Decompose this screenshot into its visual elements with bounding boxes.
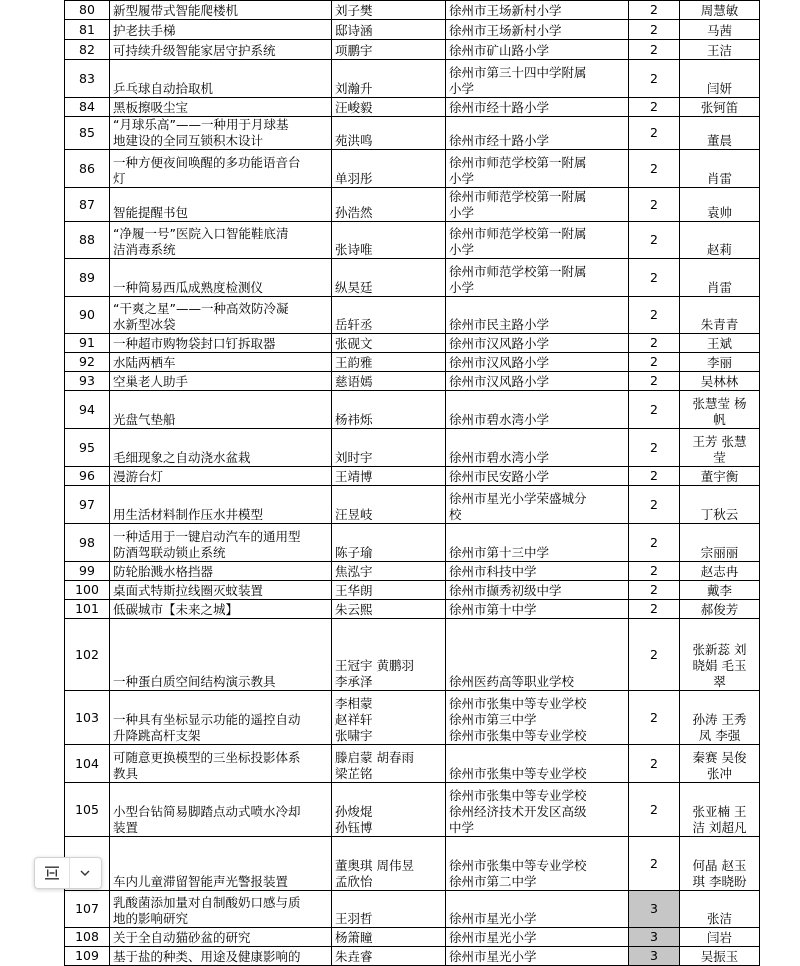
cell-author: 焦泓宇 [332, 562, 446, 581]
cell-author: 岳轩丞 [332, 297, 446, 334]
cell-teacher: 秦赛 吴俊 张冲 [680, 745, 760, 783]
cell-teacher: 张慧莹 杨 帆 [680, 391, 760, 429]
cell-title: 水陆两栖车 [110, 353, 332, 372]
cell-school: 徐州市星光小学 [446, 947, 629, 966]
cell-school: 徐州市师范学校第一附属 小学 [446, 222, 629, 259]
cell-teacher: 丁秋云 [680, 486, 760, 524]
cell-number: 83 [65, 60, 110, 98]
cell-grade: 2 [629, 150, 680, 188]
cell-author: 李相蒙 赵祥轩 张啸宇 [332, 691, 446, 745]
cell-school: 徐州市汉风路小学 [446, 353, 629, 372]
cell-school: 徐州市经十路小学 [446, 117, 629, 150]
chevron-down-icon [79, 867, 91, 879]
cell-author: 单羽彤 [332, 150, 446, 188]
cell-school: 徐州市星光小学 [446, 891, 629, 928]
cell-number: 101 [65, 600, 110, 619]
cell-title: 乳酸菌添加量对自制酸奶口感与质 地的影响研究 [110, 891, 332, 928]
cell-title: 光盘气垫船 [110, 391, 332, 429]
cell-grade: 2 [629, 259, 680, 297]
cell-author: 王羽哲 [332, 891, 446, 928]
cell-title: 可持续升级智能家居守护系统 [110, 40, 332, 60]
cell-school: 徐州市师范学校第一附属 小学 [446, 188, 629, 222]
cell-author: 纵昊廷 [332, 259, 446, 297]
cell-number: 98 [65, 524, 110, 562]
table-row [65, 891, 760, 928]
cell-school: 徐州市汉风路小学 [446, 334, 629, 353]
cell-title: “净履一号”医院入口智能鞋底清 洁消毒系统 [110, 222, 332, 259]
table-row [65, 837, 760, 891]
cell-grade: 2 [629, 188, 680, 222]
cell-title: 新型履带式智能爬楼机 [110, 1, 332, 20]
cell-author: 朱云熙 [332, 600, 446, 619]
cell-title: 一种简易西瓜成熟度检测仪 [110, 259, 332, 297]
cell-school: 徐州市碧水湾小学 [446, 391, 629, 429]
table-row [65, 745, 760, 783]
cell-title: 低碳城市【未来之城】 [110, 600, 332, 619]
table-row [65, 600, 760, 619]
cell-teacher: 李丽 [680, 353, 760, 372]
cell-school: 徐州市第三十四中学附属 小学 [446, 60, 629, 98]
cell-teacher: 赵志冉 [680, 562, 760, 581]
cell-school: 徐州市第十三中学 [446, 524, 629, 562]
cell-author: 汪昱岐 [332, 486, 446, 524]
cell-teacher: 郝俊芳 [680, 600, 760, 619]
cell-grade: 2 [629, 334, 680, 353]
cell-number: 100 [65, 581, 110, 600]
cell-grade: 2 [629, 372, 680, 391]
cell-title: 关于全自动猫砂盆的研究 [110, 928, 332, 947]
cell-author: 汪峻毅 [332, 98, 446, 117]
cell-teacher: 肖雷 [680, 259, 760, 297]
cell-teacher: 肖雷 [680, 150, 760, 188]
cell-author: 王华朗 [332, 581, 446, 600]
cell-author: 孙焌焜 孙钰博 [332, 783, 446, 837]
table-row [65, 691, 760, 745]
cell-author: 朱垚睿 [332, 947, 446, 966]
table-row [65, 524, 760, 562]
cell-teacher: 吴振玉 [680, 947, 760, 966]
cell-school: 徐州市民安路小学 [446, 467, 629, 486]
cell-grade: 2 [629, 429, 680, 467]
cell-author: 张砚文 [332, 334, 446, 353]
table-row [65, 150, 760, 188]
cell-title: 护老扶手梯 [110, 20, 332, 40]
cell-title: 空巢老人助手 [110, 372, 332, 391]
cell-number: 109 [65, 947, 110, 966]
table-row [65, 429, 760, 467]
cell-number: 91 [65, 334, 110, 353]
cell-grade: 2 [629, 524, 680, 562]
cell-grade: 2 [629, 783, 680, 837]
table-row [65, 259, 760, 297]
cell-author: 刘瀚升 [332, 60, 446, 98]
cell-school: 徐州市师范学校第一附属 小学 [446, 150, 629, 188]
cell-number: 103 [65, 691, 110, 745]
table-row [65, 562, 760, 581]
cell-grade: 2 [629, 60, 680, 98]
cell-title: “干爽之星”——一种高效防冷凝 水新型冰袋 [110, 297, 332, 334]
cell-number: 85 [65, 117, 110, 150]
cell-teacher: 闫妍 [680, 60, 760, 98]
table-row [65, 619, 760, 691]
cell-grade: 2 [629, 1, 680, 20]
cell-number: 87 [65, 188, 110, 222]
cell-grade: 2 [629, 117, 680, 150]
cell-school: 徐州市经十路小学 [446, 98, 629, 117]
cell-teacher: 何晶 赵玉 琪 李晓盼 [680, 837, 760, 891]
cell-title: 一种蛋白质空间结构演示教具 [110, 619, 332, 691]
table-row [65, 40, 760, 60]
cell-grade: 2 [629, 691, 680, 745]
cell-grade: 2 [629, 837, 680, 891]
table-row [65, 391, 760, 429]
cell-school: 徐州市第十中学 [446, 600, 629, 619]
table-row [65, 60, 760, 98]
cell-title: 智能提醒书包 [110, 188, 332, 222]
cell-number: 95 [65, 429, 110, 467]
cell-teacher: 张洁 [680, 891, 760, 928]
cell-grade: 3 [629, 891, 680, 928]
cell-title: 小型台钻简易脚踏点动式喷水冷却 装置 [110, 783, 332, 837]
cell-teacher: 王斌 [680, 334, 760, 353]
cell-teacher: 王芳 张慧 莹 [680, 429, 760, 467]
cell-title: 基于盐的种类、用途及健康影响的 [110, 947, 332, 966]
cell-number: 104 [65, 745, 110, 783]
cell-title: 乒乓球自动拾取机 [110, 60, 332, 98]
cell-title: 可随意更换模型的三坐标投影体系 教具 [110, 745, 332, 783]
cell-grade: 2 [629, 98, 680, 117]
cell-author: 项鹏宇 [332, 40, 446, 60]
cell-grade: 3 [629, 947, 680, 966]
table-body [65, 1, 760, 966]
cell-teacher: 董晨 [680, 117, 760, 150]
cell-grade: 2 [629, 600, 680, 619]
cell-grade: 3 [629, 928, 680, 947]
cell-grade: 2 [629, 619, 680, 691]
cell-grade: 2 [629, 745, 680, 783]
cell-teacher: 袁帅 [680, 188, 760, 222]
cell-author: 王韵雅 [332, 353, 446, 372]
cell-title: 防轮胎溅水格挡器 [110, 562, 332, 581]
cell-school: 徐州市星光小学荣盛城分 校 [446, 486, 629, 524]
table-row [65, 928, 760, 947]
cell-school: 徐州市张集中等专业学校 [446, 745, 629, 783]
cell-grade: 2 [629, 467, 680, 486]
table-row [65, 353, 760, 372]
cell-title: 用生活材料制作压水井模型 [110, 486, 332, 524]
cell-number: 97 [65, 486, 110, 524]
cell-grade: 2 [629, 581, 680, 600]
cell-grade: 2 [629, 20, 680, 40]
cell-number: 107 [65, 891, 110, 928]
table-row [65, 1, 760, 20]
cell-author: 刘时宇 [332, 429, 446, 467]
cell-grade: 2 [629, 391, 680, 429]
table-row [65, 222, 760, 259]
cell-author: 杨箫瞳 [332, 928, 446, 947]
dropdown-button[interactable] [70, 858, 100, 888]
cell-teacher: 闫岩 [680, 928, 760, 947]
cell-title: 一种具有坐标显示功能的遥控自动 升降跳高杆支架 [110, 691, 332, 745]
cell-author: 董奥琪 周伟昱 孟欣怡 [332, 837, 446, 891]
award-table [64, 0, 760, 966]
cell-author: 邸诗涵 [332, 20, 446, 40]
cell-number: 84 [65, 98, 110, 117]
cell-school: 徐州市星光小学 [446, 928, 629, 947]
cell-teacher: 赵莉 [680, 222, 760, 259]
cell-author: 刘子樊 [332, 1, 446, 20]
cell-school: 徐州市科技中学 [446, 562, 629, 581]
table-row [65, 372, 760, 391]
cell-grade: 2 [629, 297, 680, 334]
cell-title: 毛细现象之自动浇水盆栽 [110, 429, 332, 467]
cell-author: 孙浩然 [332, 188, 446, 222]
table-row [65, 581, 760, 600]
cell-title: “月球乐高”——一种用于月球基 地建设的全同互锁积木设计 [110, 117, 332, 150]
cell-number: 88 [65, 222, 110, 259]
cell-grade: 2 [629, 562, 680, 581]
table-row [65, 188, 760, 222]
table-row [65, 334, 760, 353]
cell-title: 一种适用于一键启动汽车的通用型 防酒驾联动锁止系统 [110, 524, 332, 562]
cell-number: 80 [65, 1, 110, 20]
floating-toolbar [34, 857, 102, 889]
cell-teacher: 吴林林 [680, 372, 760, 391]
table-row [65, 947, 760, 966]
cell-author: 杨祎烁 [332, 391, 446, 429]
cell-number: 105 [65, 783, 110, 837]
cell-number: 86 [65, 150, 110, 188]
cell-teacher: 宗丽丽 [680, 524, 760, 562]
cell-school: 徐州医药高等职业学校 [446, 619, 629, 691]
cell-teacher: 孙涛 王秀 凤 李强 [680, 691, 760, 745]
cell-title: 一种方便夜间唤醒的多功能语音台 灯 [110, 150, 332, 188]
cell-number: 102 [65, 619, 110, 691]
cell-teacher: 马茜 [680, 20, 760, 40]
cell-number: 82 [65, 40, 110, 60]
cell-school: 徐州市碧水湾小学 [446, 429, 629, 467]
cell-author: 张诗唯 [332, 222, 446, 259]
list-toggle-button[interactable] [35, 858, 70, 888]
cell-title: 黑板擦吸尘宝 [110, 98, 332, 117]
cell-teacher: 张钶笛 [680, 98, 760, 117]
cell-author: 苑洪鸣 [332, 117, 446, 150]
table-row [65, 98, 760, 117]
cell-school: 徐州市王场新村小学 [446, 1, 629, 20]
cell-grade: 2 [629, 486, 680, 524]
cell-teacher: 张新蕊 刘 晓娟 毛玉 翠 [680, 619, 760, 691]
cell-number: 89 [65, 259, 110, 297]
cell-school: 徐州市张集中等专业学校 徐州市第三中学 徐州市张集中等专业学校 [446, 691, 629, 745]
cell-teacher: 董宇衡 [680, 467, 760, 486]
table-row [65, 783, 760, 837]
cell-author: 王冠宇 黄鹏羽 李承泽 [332, 619, 446, 691]
cell-title: 桌面式特斯拉线圈灭蚊装置 [110, 581, 332, 600]
cell-school: 徐州市张集中等专业学校 徐州经济技术开发区高级 中学 [446, 783, 629, 837]
cell-title: 一种超市购物袋封口钉拆取器 [110, 334, 332, 353]
cell-school: 徐州市汉风路小学 [446, 372, 629, 391]
cell-number: 94 [65, 391, 110, 429]
table-row [65, 486, 760, 524]
cell-number: 92 [65, 353, 110, 372]
cell-teacher: 张亚楠 王 洁 刘超凡 [680, 783, 760, 837]
cell-school: 徐州市王场新村小学 [446, 20, 629, 40]
cell-school: 徐州市师范学校第一附属 小学 [446, 259, 629, 297]
table-row [65, 117, 760, 150]
cell-teacher: 朱青青 [680, 297, 760, 334]
cell-number: 96 [65, 467, 110, 486]
cell-teacher: 戴李 [680, 581, 760, 600]
cell-title: 车内儿童滞留智能声光警报装置 [110, 837, 332, 891]
cell-school: 徐州市撷秀初级中学 [446, 581, 629, 600]
cell-school: 徐州市张集中等专业学校 徐州市第二中学 [446, 837, 629, 891]
cell-number: 99 [65, 562, 110, 581]
cell-grade: 2 [629, 222, 680, 259]
cell-author: 慈语嫣 [332, 372, 446, 391]
cell-number: 108 [65, 928, 110, 947]
cell-title: 漫游台灯 [110, 467, 332, 486]
cell-number: 90 [65, 297, 110, 334]
table-row [65, 297, 760, 334]
cell-school: 徐州市民主路小学 [446, 297, 629, 334]
cell-teacher: 周慧敏 [680, 1, 760, 20]
cell-grade: 2 [629, 40, 680, 60]
table-row [65, 467, 760, 486]
cell-school: 徐州市矿山路小学 [446, 40, 629, 60]
cell-author: 王靖博 [332, 467, 446, 486]
table-row [65, 20, 760, 40]
cell-author: 陈子瑜 [332, 524, 446, 562]
cell-grade: 2 [629, 353, 680, 372]
cell-number: 81 [65, 20, 110, 40]
cell-author: 滕启蒙 胡春雨 梁芷铭 [332, 745, 446, 783]
cell-teacher: 王洁 [680, 40, 760, 60]
cell-number: 93 [65, 372, 110, 391]
list-toggle-icon [44, 865, 60, 881]
